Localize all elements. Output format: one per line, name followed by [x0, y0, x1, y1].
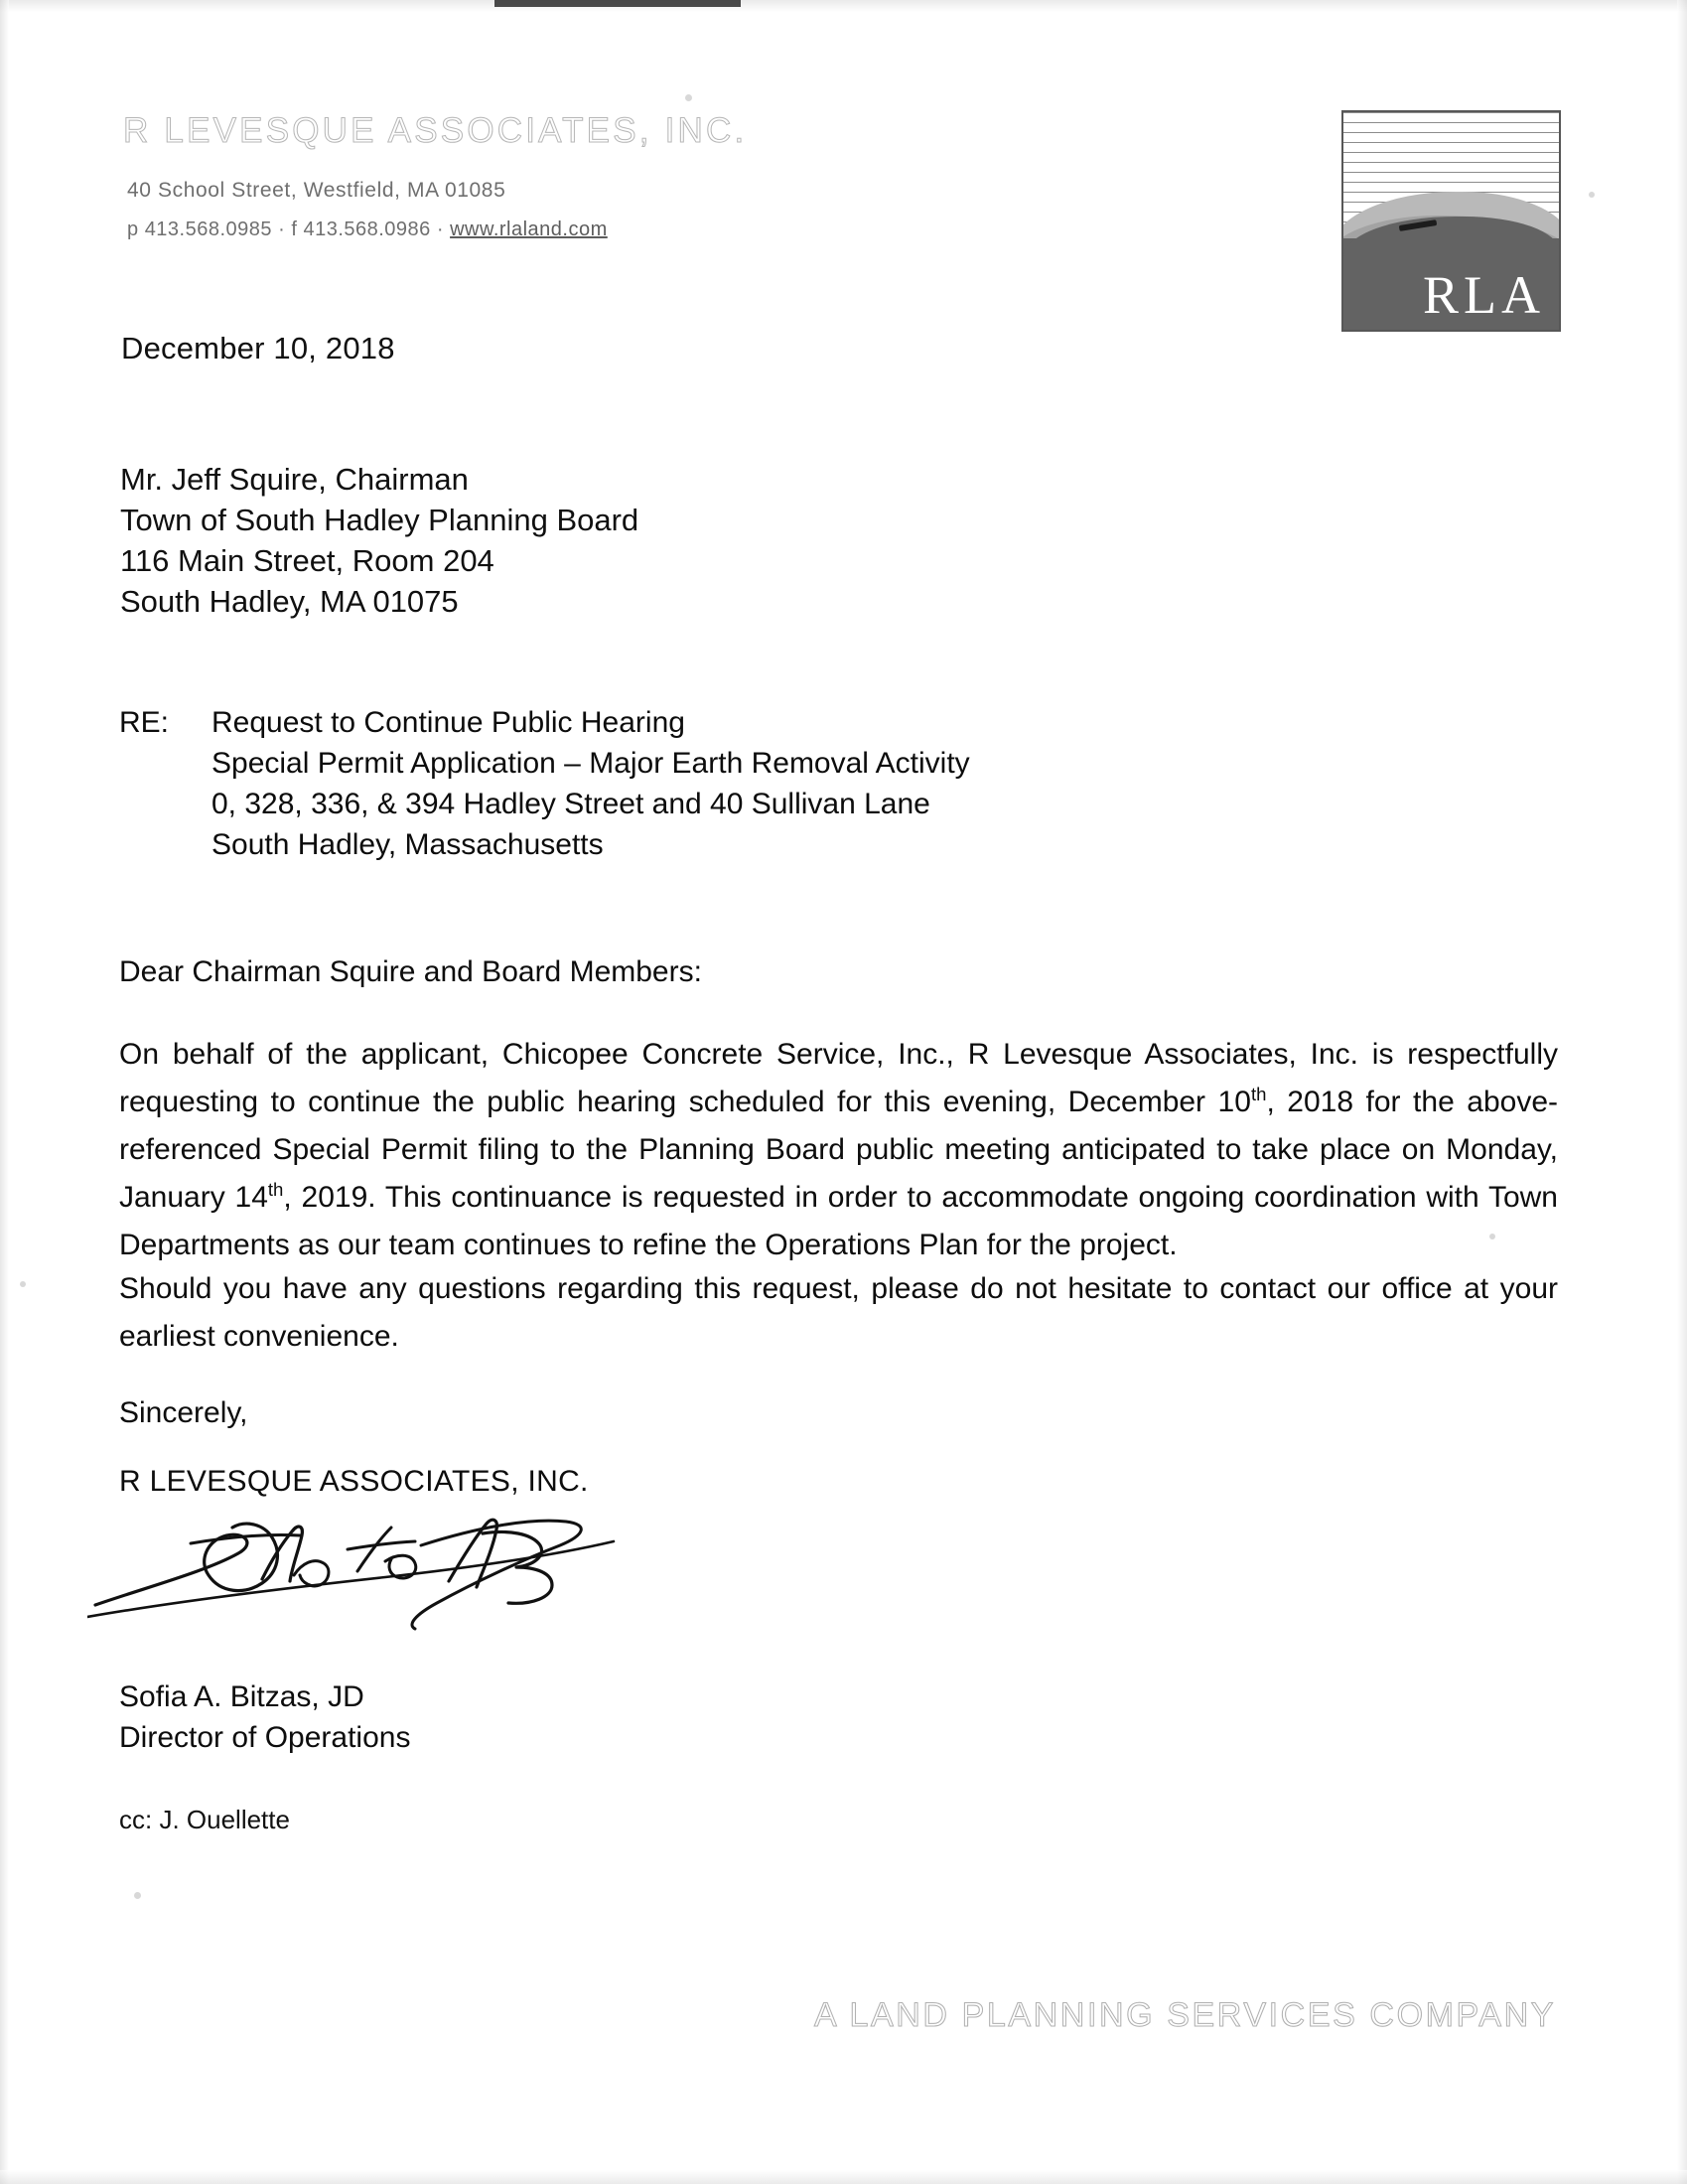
signer-block — [119, 1676, 410, 1758]
recipient-line-4: South Hadley, MA 01075 — [120, 584, 459, 619]
scan-speck — [20, 1281, 26, 1287]
separator-dot: · — [278, 218, 286, 240]
scan-edge-left — [0, 0, 9, 2184]
re-line-4: South Hadley, Massachusetts — [211, 828, 604, 861]
company-signature-line: R LEVESQUE ASSOCIATES, INC. — [119, 1465, 589, 1498]
scan-speck — [134, 1892, 141, 1899]
scan-speck — [1589, 192, 1595, 198]
recipient-address-block — [120, 459, 638, 622]
fax-label: f — [291, 218, 298, 240]
scan-edge-top — [0, 0, 1687, 12]
signer-name: Sofia A. Bitzas, JD — [119, 1680, 364, 1713]
fax-number: 413.568.0986 — [303, 218, 431, 240]
handwritten-signature — [87, 1510, 653, 1649]
rla-logo — [1341, 110, 1561, 332]
scan-edge-right — [1677, 0, 1687, 2184]
recipient-line-2: Town of South Hadley Planning Board — [120, 503, 639, 537]
body-paragraph-1 — [119, 1031, 1558, 1269]
re-line-1: Request to Continue Public Hearing — [211, 706, 685, 739]
signer-title: Director of Operations — [119, 1721, 411, 1754]
ordinal-suffix-th: th — [267, 1179, 284, 1200]
phone-label: p — [127, 218, 139, 240]
scan-edge-bottom — [0, 2170, 1687, 2184]
website-link[interactable]: www.rlaland.com — [450, 218, 608, 240]
separator-dot: · — [436, 218, 445, 240]
recipient-line-1: Mr. Jeff Squire, Chairman — [120, 462, 469, 497]
body-paragraph-2: Should you have any questions regarding this request, please do not hesitate to contact our office at your earliest convenience. — [119, 1272, 1558, 1353]
cc-line: cc: J. Ouellette — [119, 1805, 290, 1834]
ordinal-suffix-th: th — [1250, 1084, 1267, 1104]
letterhead-address: 40 School Street, Westfield, MA 01085 — [127, 179, 506, 202]
scan-artifact-black-bar — [494, 0, 741, 7]
paragraph-1-segment-3: , 2019. This continuance is requested in order to accommodate ongoing coordination with Town Departments as our team continues to refine the Operations Plan for the project. — [119, 1181, 1558, 1261]
closing-salutation: Sincerely, — [119, 1396, 248, 1429]
re-lines — [211, 702, 970, 865]
paragraph-1-segment-2: , 2018 for the above-referenced Special Permit filing to the Planning Board public meeting anticipated to take place on Monday, January 14 — [119, 1086, 1558, 1214]
salutation: Dear Chairman Squire and Board Members: — [119, 955, 702, 988]
scan-speck — [685, 94, 692, 101]
footer-tagline: A LAND PLANNING SERVICES COMPANY — [814, 1996, 1557, 2034]
re-subject-block — [119, 702, 970, 865]
paragraph-1-segment-1: On behalf of the applicant, Chicopee Concrete Service, Inc., R Levesque Associates, Inc. is respectfully requesting to continue the public hearing scheduled for this evening, December 10 — [119, 1038, 1558, 1118]
re-line-2: Special Permit Application – Major Earth Removal Activity — [211, 747, 970, 780]
re-line-3: 0, 328, 336, & 394 Hadley Street and 40 Sullivan Lane — [211, 788, 930, 820]
phone-number: 413.568.0985 — [144, 218, 273, 240]
letterhead-company-name: R LEVESQUE ASSOCIATES, INC. — [123, 111, 748, 150]
recipient-line-3: 116 Main Street, Room 204 — [120, 543, 494, 578]
letterhead-contact-line — [127, 218, 608, 241]
signature-strokes — [87, 1510, 653, 1649]
letter-date: December 10, 2018 — [121, 331, 395, 365]
re-label: RE: — [119, 706, 170, 739]
logo-wordmark: RLA — [1423, 265, 1545, 325]
